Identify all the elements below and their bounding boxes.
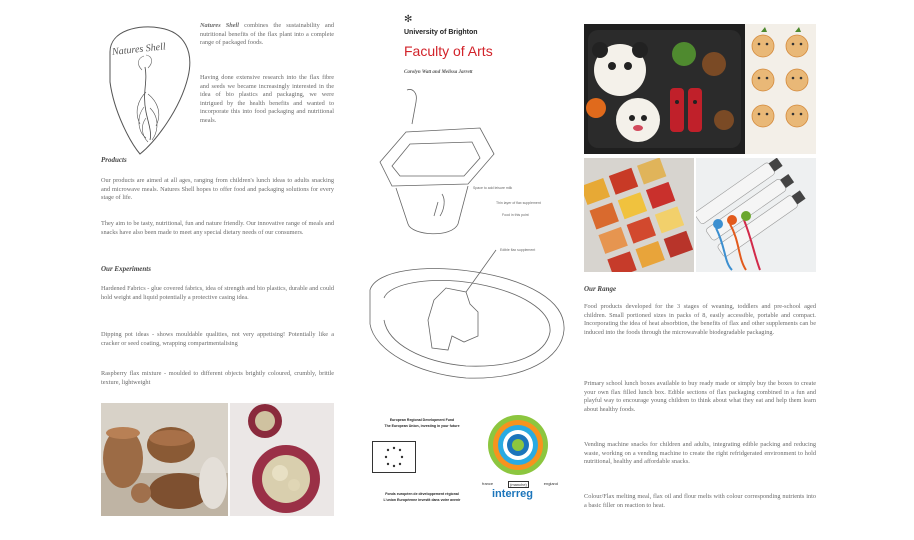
products-paragraph-2: They aim to be tasty, nutritional, fun and nature friendly. Our innovative range of meals and snacks have also been made to meet any special dietary needs of our consumers. [101,220,334,236]
interreg-england: england [543,481,558,486]
products-paragraph-1: Our products are aimed at all ages, ranging from children's lunch ideas to adults snacking and microwave meals. Natures Shell hopes to offer food and packaging solutions for every stage of life. [101,177,334,202]
range-paragraph-1: Food products developed for the 3 stages of weaning, toddlers and pre-school aged children. Small portioned sizes in packs of 8, easily accessible, portable and compact. Incorporating the idea of heat absorbtion, the benefits of flax and other supplements can be induced into the foods through the microwavable biodegradable packaging. [584,303,816,336]
snack-tray-photo [584,158,694,272]
intro-text: combines the sustainability and nutritional benefits of the flax plant into a complete range of packaged foods. [200,22,335,47]
label-edible: Edible flax supplement [500,248,536,252]
left-panel [0,0,340,540]
logo-text: Natures Shell [111,41,167,58]
intro-paragraph [200,22,334,48]
colour-markers-photo [696,158,816,272]
products-heading: Products [101,156,127,164]
experiments-paragraph-1: Hardened Fabrics - glue covered fabrics, idea of strength and bio plastics, durable and could hold weight and liquid potentially a protective casing idea. [101,285,334,301]
experiments-paragraph-3: Raspberry flax mixture - moulded to different objects brightly coloured, crumbly, brittle texture, lightweight [101,370,334,386]
oval-tray-sketch [366,240,571,390]
range-paragraph-2: Primary school lunch boxes available to buy ready made or simply buy the boxes to create your own flax filled lunch box. Edible sections of flax packaging combined in a fun and playful way to encourage young children to think about what they eat and help them learn about healthy foods. [584,380,816,413]
erdf-french-title: Fonds européen de développement régional [385,492,459,496]
range-paragraph-3: Vending machine snacks for children and adults, integrating edible packing and reducing waste, working on a vending machine to create the right refridgerated environment to hold nutritional, healthy and affordable snacks. [584,441,816,466]
bento-box-photo [584,24,745,154]
university-name: University of Brighton [404,29,478,36]
cartoon-crackers-photo [745,24,816,154]
interreg-manche: (manche) [509,482,527,487]
faculty-title: Faculty of Arts [404,43,493,59]
middle-panel [340,0,578,540]
erdf-french-subtitle: L'union Européenne investit dans votre avenir [383,498,461,502]
interreg-text: interreg [492,488,533,500]
label-lid: Space to add leisure milk [473,186,513,190]
range-paragraph-4: Colour/Flax melting meal, flax oil and flour melts with colour corresponding nutrients into a basic filler on reaction to heat. [584,493,816,509]
erdf-subtitle: The European Union, investing in your future [384,424,460,428]
brand-name: Natures Shell [200,22,240,29]
interreg-logo-icon [487,414,549,476]
yoghurt-pot-sketch [372,84,502,244]
raspberry-flax-photo [230,403,334,516]
right-panel [578,0,914,540]
erdf-title: European Regional Development Fund [389,418,455,422]
interreg-france: france [482,481,494,486]
experiments-paragraph-2: Dipping pot ideas - shows mouldable qualities, not very appetising! Potentially like a cracker or seed coating, wrapping compartmentalising [101,331,334,347]
research-paragraph: Having done extensive research into the flax fibre and seeds we became increasingly interested in the idea of bio plastics and packaging, we were intrigued by the health benefits and wanted to incorporate this into food packaging and nutritional meals. [200,74,334,124]
range-heading: Our Range [584,285,617,293]
university-crest-icon: ✻ [404,14,413,25]
natures-shell-logo [100,22,196,158]
label-food: Food in this point [502,213,529,217]
experiments-heading: Our Experiments [101,265,151,273]
eu-flag-icon [372,441,416,473]
interreg-region-line [482,481,558,488]
label-layer: Thin layer of flax supplement [496,201,541,205]
flax-biscuits-photo [101,403,228,516]
authors: Carolyn Watt and Melissa Jarrett [404,70,473,75]
